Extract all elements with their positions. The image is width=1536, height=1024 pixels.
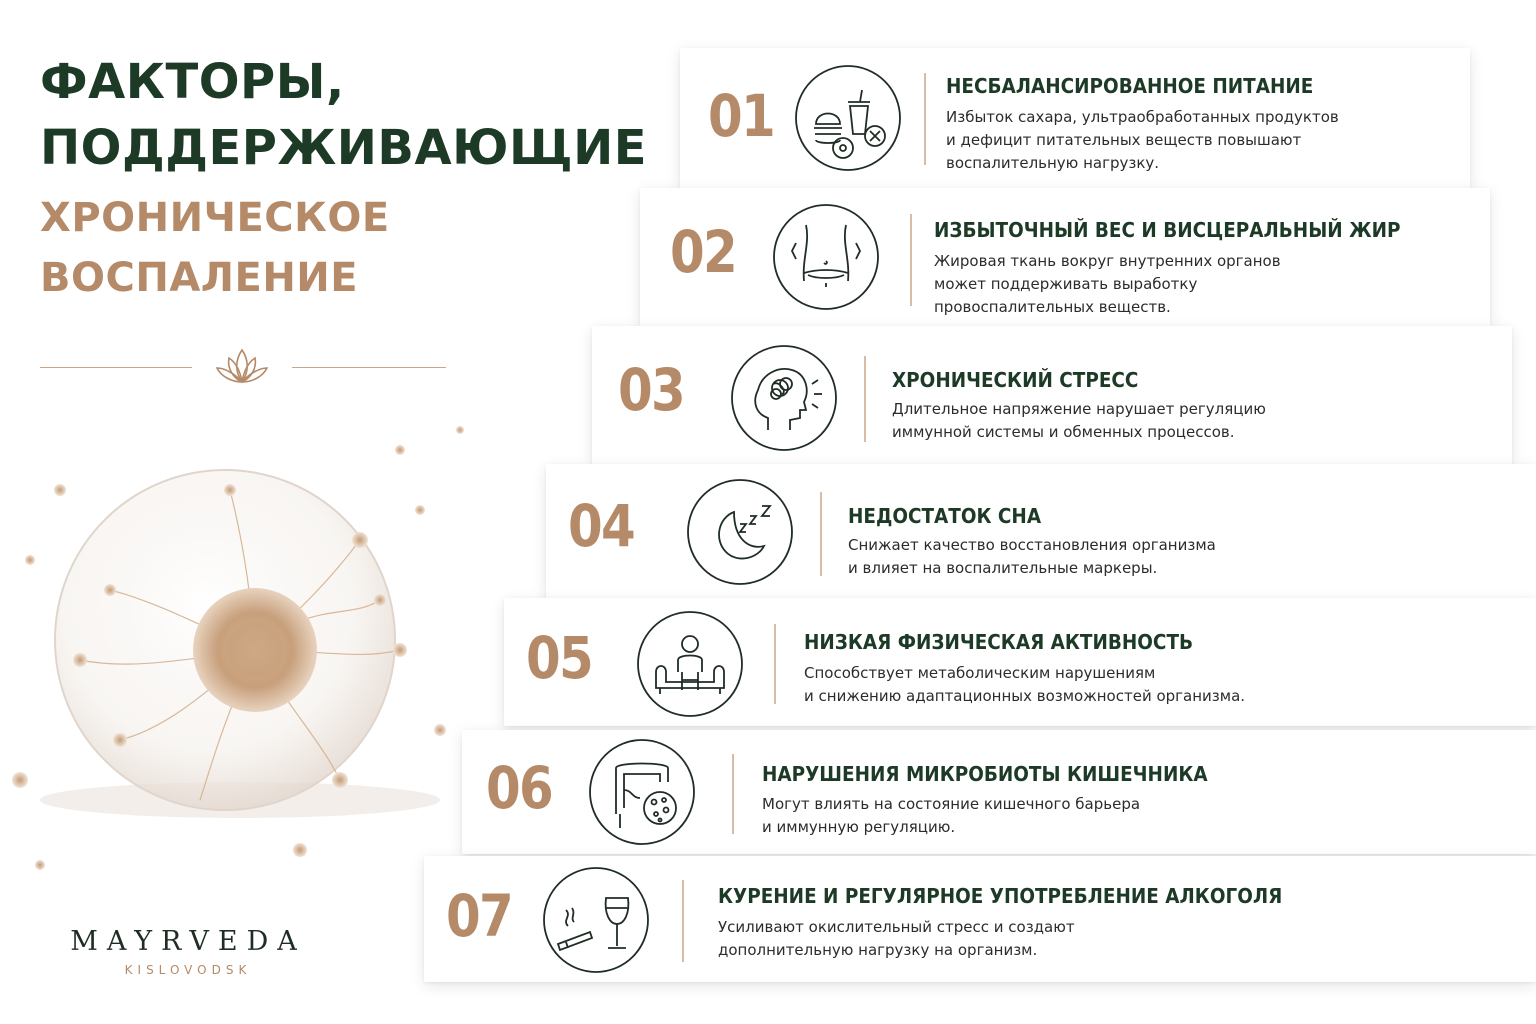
description-line: дополнительную нагрузку на организм.: [718, 941, 1038, 959]
stressed-head-icon: [730, 344, 838, 452]
factor-description: [934, 250, 1281, 319]
card-divider: [910, 214, 912, 306]
card-divider: [774, 624, 776, 704]
factor-card-01: [680, 48, 1470, 188]
factor-heading: НАРУШЕНИЯ МИКРОБИОТЫ КИШЕЧНИКА: [762, 762, 1208, 786]
inflammation-cell-illustration: [0, 410, 480, 890]
factor-card-06: [462, 730, 1536, 854]
divider-left: [40, 367, 192, 368]
factor-heading: ХРОНИЧЕСКИЙ СТРЕСС: [892, 368, 1139, 392]
lotus-icon: [211, 344, 273, 388]
card-divider: [820, 492, 822, 576]
card-divider: [732, 754, 734, 834]
description-line: и влияет на воспалительные маркеры.: [848, 559, 1158, 577]
description-line: Усиливают окислительный стресс и создают: [718, 918, 1075, 936]
factor-card-05: [504, 598, 1536, 726]
factor-card-04: [546, 464, 1536, 598]
description-line: Жировая ткань вокруг внутренних органов: [934, 252, 1281, 270]
description-line: Могут влиять на состояние кишечного барьера: [762, 795, 1141, 813]
moon-sleep-icon: [686, 478, 794, 586]
person-on-couch-icon: [636, 610, 744, 718]
factor-card-03: [592, 326, 1512, 464]
brand-name: MAYRVEDA: [70, 926, 306, 957]
intestine-bacteria-icon: [588, 738, 696, 846]
description-line: Снижает качество восстановления организма: [848, 536, 1216, 554]
factor-heading: НИЗКАЯ ФИЗИЧЕСКАЯ АКТИВНОСТЬ: [804, 630, 1194, 654]
page-title: [40, 54, 648, 301]
description-line: иммунной системы и обменных процессов.: [892, 423, 1235, 441]
brand-location: KISLOVODSK: [124, 963, 252, 977]
factor-number: 03: [618, 356, 684, 424]
factor-description: [946, 106, 1339, 175]
title-line-3: ХРОНИЧЕСКОЕ: [40, 195, 390, 241]
factor-heading: ИЗБЫТОЧНЫЙ ВЕС И ВИСЦЕРАЛЬНЫЙ ЖИР: [934, 218, 1401, 242]
description-line: и иммунную регуляцию.: [762, 818, 956, 836]
factor-heading: НЕДОСТАТОК СНА: [848, 504, 1042, 528]
card-divider: [682, 880, 684, 962]
card-divider: [864, 356, 866, 442]
title-line-1: ФАКТОРЫ,: [40, 54, 345, 110]
card-divider: [924, 73, 926, 165]
description-line: провоспалительных веществ.: [934, 298, 1171, 316]
junk-food-icon: [794, 64, 902, 172]
description-line: Избыток сахара, ультраобработанных продуктов: [946, 108, 1339, 126]
description-line: Длительное напряжение нарушает регуляцию: [892, 400, 1266, 418]
factor-heading: НЕСБАЛАНСИРОВАННОЕ ПИТАНИЕ: [946, 74, 1314, 98]
description-line: и снижению адаптационных возможностей организма.: [804, 687, 1246, 705]
brand-logo: [58, 926, 318, 977]
factor-number: 05: [526, 624, 592, 692]
factor-card-02: [640, 188, 1490, 326]
factor-description: [848, 534, 1216, 580]
divider-right: [292, 367, 446, 368]
cigarette-wine-icon: [542, 866, 650, 974]
factor-number: 04: [568, 492, 634, 560]
factor-number: 02: [670, 218, 736, 286]
factor-number: 07: [446, 882, 512, 950]
factor-heading: КУРЕНИЕ И РЕГУЛЯРНОЕ УПОТРЕБЛЕНИЕ АЛКОГОЛЯ: [718, 884, 1283, 908]
factor-description: [892, 398, 1266, 444]
factor-description: [718, 916, 1075, 962]
description-line: воспалительную нагрузку.: [946, 154, 1160, 172]
description-line: может поддерживать выработку: [934, 275, 1198, 293]
factor-description: [762, 793, 1140, 839]
factor-card-07: [424, 856, 1536, 982]
factor-number: 06: [486, 754, 552, 822]
description-line: и дефицит питательных веществ повышают: [946, 131, 1302, 149]
factor-description: [804, 662, 1245, 708]
factor-number: 01: [708, 82, 774, 150]
title-line-4: ВОСПАЛЕНИЕ: [40, 255, 359, 301]
description-line: Способствует метаболическим нарушениям: [804, 664, 1156, 682]
title-line-2: ПОДДЕРЖИВАЮЩИЕ: [40, 120, 648, 176]
waist-icon: [772, 203, 880, 311]
